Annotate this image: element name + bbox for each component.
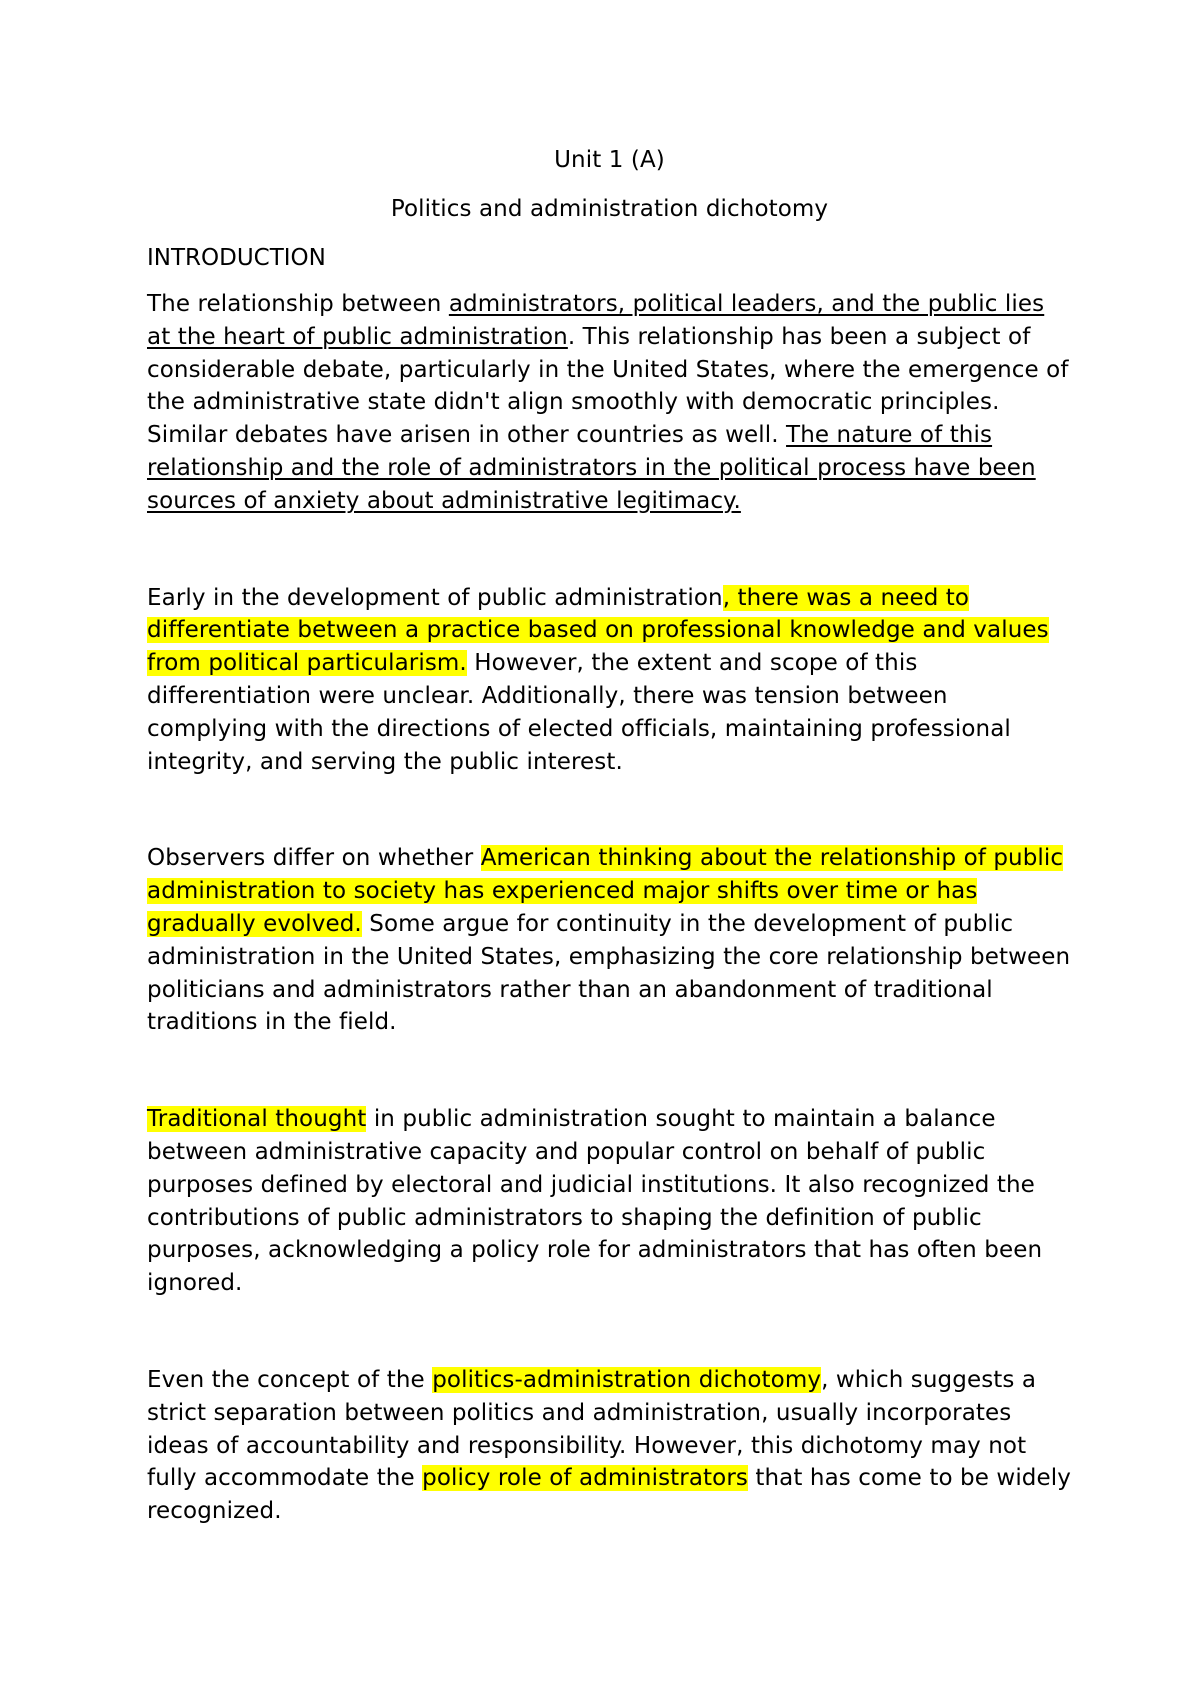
text-segment: Observers differ on whether (147, 845, 481, 872)
text-segment: in public administration sought to maintain a balance between administrative capacity and popular control on behalf of public purposes defined by electoral and judicial institutions. It also recognized the contributions of public administrators to shaping the definition of public purposes, acknowledging a policy role for administrators that has often been ignored. (147, 1106, 1043, 1297)
paragraph-introduction (147, 288, 1072, 518)
underlined-text: administrators, political leaders, and the public lies at the heart of public administration (147, 291, 1045, 350)
highlighted-text: policy role of administrators (422, 1465, 748, 1492)
text-segment: Even the concept of the (147, 1366, 433, 1393)
text-segment: Some argue for continuity in the development of public administration in the United States, emphasizing the core relationship between politicians and administrators rather than an abandonment of traditional traditions in the field. (147, 910, 1071, 1036)
section-heading: INTRODUCTION (147, 245, 326, 271)
paragraph-observers (147, 842, 1072, 1039)
paragraph-traditional-thought (147, 1103, 1072, 1300)
text-segment: The relationship between (147, 291, 449, 317)
text-segment: . This relationship has been a subject of considerable debate, particularly in the United States, where the emergence of the administrative state didn't align smoothly with democratic principles. Similar debates have arisen in other countries as well. (147, 323, 1069, 449)
underlined-text: The nature of this relationship and the role of administrators in the political process have been sources of anxiety about administrative legitimacy. (147, 422, 1036, 514)
highlighted-text: politics-administration dichotomy (432, 1366, 822, 1393)
text-segment: Early in the development of public administration (147, 584, 723, 611)
document-body (147, 144, 1072, 1528)
unit-label: Unit 1 (A) (554, 147, 665, 173)
document-title: Politics and administration dichotomy (390, 196, 829, 222)
paragraph-dichotomy (147, 1364, 1072, 1528)
text-segment: that has come to be widely recognized. (147, 1465, 1071, 1525)
text-segment: However, the extent and scope of this differentiation were unclear. Additionally, there was tension between complying with the directions of elected officials, maintaining professional integrity, and serving the public interest. (147, 650, 1011, 775)
paragraph-early-development (147, 582, 1072, 779)
text-segment: , which suggests a strict separation between politics and administration, usually incorporates ideas of accountability and responsibility. However, this dichotomy may not fully accommodate the (147, 1366, 1037, 1492)
highlighted-text: , there was a need to differentiate between a practice based on professional knowledge and values from political particularism. (147, 584, 1049, 677)
highlighted-text: Traditional thought (147, 1106, 367, 1133)
highlighted-text: American thinking about the relationship of public administration to society has experienced major shifts over time or has gradually evolved. (147, 845, 1064, 937)
